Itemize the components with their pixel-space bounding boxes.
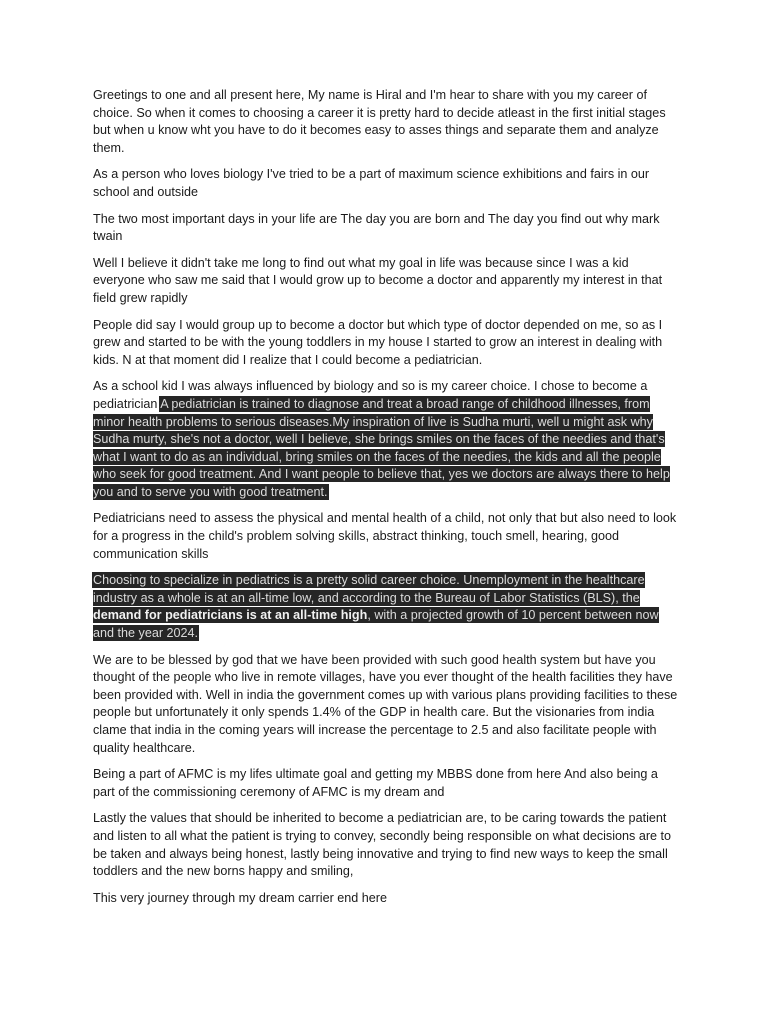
paragraph-health-system: We are to be blessed by god that we have been provided with such good health system but have you thought of the people who live in remote villages, have you ever thought of the health facilities they have been provided with. Well in india the government comes up with various plans providing facilities to these people but unfortunately it only spends 1.4% of the GDP in health care. But the visionaries from india clame that india in the coming years will increase the percentage to 2.5 and also facilitate people with quality healthcare.	[93, 652, 678, 755]
paragraph-toddlers: People did say I would group up to become a doctor but which type of doctor depended on me, so as I grew and started to be with the young toddlers in my house I started to grow an interest in dealing with kids. N at that moment did I realize that I could become a pediatrician.	[93, 317, 663, 367]
demand-text-start: Choosing to specialize in pediatrics is a pretty solid career choice. Unemployment in the healthcare industry as a whole is at an all-time low, and according to the Bureau of Labor Statistics (BLS), the	[93, 573, 645, 605]
demand-text-end: , with a projected growth of 10 percent between now and the year 2024.	[93, 608, 659, 641]
highlighted-inspiration-text: A pediatrician is trained to diagnose and treat a broad range of childhood illnesses, from minor health problems to serious diseases.My inspiration of live is Sudha murti, well u might ask why Sudha murty, she's not a doctor, well I believe, she brings smiles on the faces of the needies and that's what I want to do as an individual, bring smiles on the faces of the needies, the kids and all the people who seek for good treatment. And I want people to believe that, yes we doctors are always there to help you and to serve you with good treatment.	[93, 396, 670, 499]
paragraph-career-choice	[93, 378, 682, 501]
paragraph-closing: This very journey through my dream carrier end here	[93, 890, 387, 905]
paragraph-afmc: Being a part of AFMC is my lifes ultimate goal and getting my MBBS done from here And also being a part of the commissioning ceremony of AFMC is my dream and	[93, 767, 658, 799]
career-choice-text: As a school kid I was always influenced by biology and so is my career choice. I chose to become a pediatrician	[93, 379, 648, 411]
paragraph-pediatrics-demand	[93, 572, 682, 642]
paragraph-goal: Well I believe it didn't take me long to find out what my goal in life was because since I was a kid everyone who saw me said that I would grow up to become a doctor and apparently my interest in that field grew rapidly	[93, 255, 663, 305]
highlighted-demand-text	[93, 573, 659, 640]
paragraph-assessment: Pediatricians need to assess the physical and mental health of a child, not only that but also need to look for a progress in the child's problem solving skills, abstract thinking, touch smell, hearing, good communication skills	[93, 511, 677, 561]
paragraph-biology: As a person who loves biology I've tried to be a part of maximum science exhibitions and fairs in our school and outside	[93, 167, 650, 199]
demand-bold-text: demand for pediatricians is at an all-time high	[93, 608, 368, 623]
paragraph-mark-twain: The two most important days in your life are The day you are born and The day you find out why mark twain	[93, 211, 660, 244]
paragraph-values: Lastly the values that should be inherited to become a pediatrician are, to be caring towards the patient and listen to all what the patient is trying to convey, secondly being responsible on what decisions are to be taken and always being honest, lastly being innovative and trying to find new ways to keep the small toddlers and the new borns happy and smiling,	[93, 811, 672, 879]
paragraph-greeting: Greetings to one and all present here, My name is Hiral and I'm hear to share with you my career of choice. So when it comes to choosing a career it is pretty hard to decide atleast in the first initial stages but when u know wht you have to do it becomes easy to asses things and separate them and analyze them.	[93, 88, 666, 155]
